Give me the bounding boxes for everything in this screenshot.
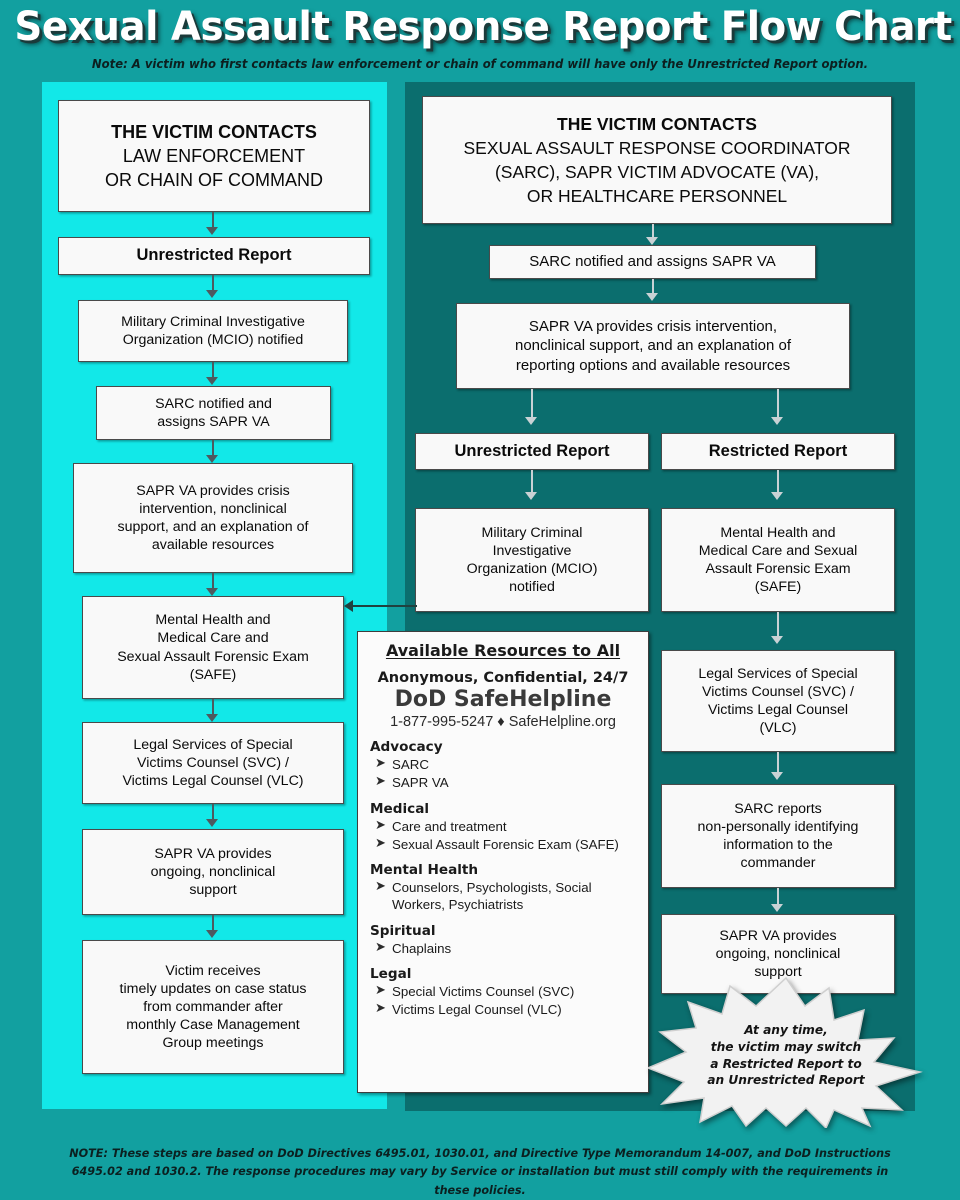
arrow-left-3 xyxy=(206,377,218,385)
resources-group-mental-health-heading: Mental Health xyxy=(370,862,479,879)
resources-item-label: SARC xyxy=(392,757,429,772)
arrow-left-4 xyxy=(206,455,218,463)
starburst-line: a Restricted Report to xyxy=(710,1056,862,1071)
arrow-bullet-icon: ➤ xyxy=(375,878,386,894)
node-left-victim-updates[interactable] xyxy=(82,940,344,1074)
node-right-victim-contacts-line-3: OR HEALTHCARE PERSONNEL xyxy=(526,186,788,207)
resources-group-medical xyxy=(370,801,636,854)
node-left-legal-services-line-2: Victims Legal Counsel (VLC) xyxy=(122,773,304,790)
node-left-victim-contacts-line-0: THE VICTIM CONTACTS xyxy=(111,121,317,142)
node-left-mental-health-safe-line-0: Mental Health and xyxy=(155,612,271,629)
node-right-sapr-va-crisis-line-2: reporting options and available resources xyxy=(515,356,791,374)
node-left-mcio-notified-line-1: Organization (MCIO) notified xyxy=(122,332,304,348)
node-left-victim-contacts-line-1: LAW ENFORCEMENT xyxy=(122,145,306,166)
node-right-legal-services-line-2: Victims Legal Counsel xyxy=(707,702,849,718)
resources-group-spiritual xyxy=(370,923,636,957)
arrow-bullet-icon: ➤ xyxy=(375,938,386,954)
connector-right-5 xyxy=(777,612,779,638)
node-right-legal-services-line-1: Victims Counsel (SVC) / xyxy=(702,683,854,700)
arrow-right-3a xyxy=(525,417,537,425)
node-right-legal-services-line-0: Legal Services of Special xyxy=(698,665,858,682)
node-right-restricted-report[interactable] xyxy=(661,433,895,470)
node-right-mental-health-safe-line-3: (SAFE) xyxy=(754,579,802,596)
node-right-mcio-notified-line-3: notified xyxy=(509,579,555,596)
node-left-sarc-notified-line-0: SARC notified and xyxy=(155,395,272,412)
node-left-sapr-va-ongoing-line-0: SAPR VA provides xyxy=(154,845,272,862)
node-right-mcio-notified[interactable] xyxy=(415,508,649,612)
arrow-right-3b xyxy=(771,417,783,425)
node-left-victim-updates-line-4: Group meetings xyxy=(162,1035,264,1052)
node-left-sapr-va-crisis-line-3: available resources xyxy=(151,537,275,554)
arrow-bullet-icon: ➤ xyxy=(375,755,386,770)
node-right-unrestricted-report-label: Unrestricted Report xyxy=(454,441,610,460)
header-note: Note: A victim who first contacts law enforcement or chain of command will have only the Unrestricted Report option. xyxy=(91,56,869,71)
arrow-right-2 xyxy=(646,293,658,301)
arrow-left-8 xyxy=(206,930,218,938)
node-right-legal-services-line-3: (VLC) xyxy=(759,720,797,737)
arrow-left-7 xyxy=(206,819,218,827)
node-left-mcio-notified-line-0: Military Criminal Investigative xyxy=(121,313,305,330)
node-left-sarc-notified[interactable] xyxy=(96,386,331,440)
resources-group-legal-heading: Legal xyxy=(370,965,412,982)
node-right-sarc-reports-line-2: information to the xyxy=(723,837,833,853)
resources-group-mental-health xyxy=(370,862,636,914)
resources-item xyxy=(370,940,636,957)
node-right-sapr-va-ongoing-line-2: support xyxy=(754,964,802,981)
node-left-legal-services-line-0: Legal Services of Special xyxy=(133,736,293,753)
arrow-left-2 xyxy=(206,290,218,298)
arrow-bullet-icon: ➤ xyxy=(375,981,386,997)
node-left-sapr-va-crisis[interactable] xyxy=(73,463,353,573)
arrow-right-7 xyxy=(771,904,783,912)
cross-connector-line xyxy=(352,605,417,607)
arrow-left-6 xyxy=(206,714,218,722)
arrow-left-5 xyxy=(206,588,218,596)
node-right-sapr-va-crisis[interactable] xyxy=(456,303,850,389)
node-left-legal-services[interactable] xyxy=(82,722,344,804)
resources-item-label: Counselors, Psychologists, Social Workers, Psychiatrists xyxy=(392,880,592,913)
arrow-left-1 xyxy=(206,227,218,235)
node-left-mental-health-safe-line-2: Sexual Assault Forensic Exam xyxy=(117,648,309,665)
node-left-mental-health-safe[interactable] xyxy=(82,596,344,699)
footer-note: NOTE: These steps are based on DoD Directives 6495.01, 1030.01, and Directive Type Memorandum 14-007, and DoD Instructions 6495.02 and 1030.2. The response procedures may vary by Service or installation but must still comply with the requirements in these policies. xyxy=(69,1146,891,1197)
node-right-victim-contacts[interactable] xyxy=(422,96,892,224)
node-right-sapr-va-ongoing-line-1: ongoing, nonclinical xyxy=(715,945,841,962)
arrow-bullet-icon: ➤ xyxy=(375,1000,386,1016)
resources-item-label: Care and treatment xyxy=(392,818,507,834)
arrow-bullet-icon: ➤ xyxy=(375,834,386,850)
node-right-mental-health-safe-line-1: Medical Care and Sexual xyxy=(698,542,858,559)
node-left-mental-health-safe-line-1: Medical Care and xyxy=(157,630,269,647)
node-right-sarc-notified[interactable] xyxy=(489,245,816,279)
node-right-unrestricted-report[interactable] xyxy=(415,433,649,470)
connector-right-4a xyxy=(531,470,533,494)
node-right-sarc-reports-line-3: commander xyxy=(740,855,816,872)
connector-right-4b xyxy=(777,470,779,494)
cross-connector-arrow xyxy=(344,600,353,612)
resources-subtitle: Anonymous, Confidential, 24/7 xyxy=(377,670,629,686)
node-right-victim-contacts-line-2: (SARC), SAPR VICTIM ADVOCATE (VA), xyxy=(494,162,820,182)
node-right-mcio-notified-line-2: Organization (MCIO) xyxy=(466,561,598,577)
resources-item xyxy=(370,1001,636,1018)
resources-item xyxy=(370,774,636,791)
resources-group-advocacy-heading: Advocacy xyxy=(370,739,443,755)
resources-group-advocacy xyxy=(370,739,636,792)
node-left-unrestricted-report-label: Unrestricted Report xyxy=(136,246,292,265)
resources-group-legal xyxy=(370,966,636,1019)
node-left-sapr-va-crisis-line-2: support, and an explanation of xyxy=(117,519,309,535)
node-left-victim-updates-line-1: timely updates on case status xyxy=(119,980,307,997)
arrow-right-5 xyxy=(771,636,783,644)
connector-right-3a xyxy=(531,389,533,419)
starburst-line: an Unrestricted Report xyxy=(707,1073,865,1088)
resources-group-medical-heading: Medical xyxy=(370,800,430,817)
node-left-sapr-va-crisis-line-1: intervention, nonclinical xyxy=(139,500,287,517)
node-left-mcio-notified[interactable] xyxy=(78,300,348,362)
node-left-sapr-va-crisis-line-0: SAPR VA provides crisis xyxy=(136,482,290,499)
node-left-mental-health-safe-line-3: (SAFE) xyxy=(189,666,237,683)
resources-item xyxy=(370,983,636,1000)
available-resources-panel[interactable] xyxy=(357,631,649,1093)
node-right-mental-health-safe-line-2: Assault Forensic Exam xyxy=(705,561,851,577)
node-left-victim-updates-line-0: Victim receives xyxy=(165,962,261,979)
resources-item xyxy=(370,836,636,853)
node-right-sapr-va-ongoing-line-0: SAPR VA provides xyxy=(719,927,837,944)
resources-contact: 1-877-995-5247 ♦ SafeHelpline.org xyxy=(390,714,616,730)
node-left-sapr-va-ongoing-line-2: support xyxy=(189,882,237,899)
resources-item-label: Chaplains xyxy=(392,940,452,956)
arrow-right-4a xyxy=(525,492,537,500)
node-right-sarc-reports-line-1: non-personally identifying xyxy=(697,818,859,835)
node-right-victim-contacts-line-1: SEXUAL ASSAULT RESPONSE COORDINATOR xyxy=(463,137,851,158)
page-title: Sexual Assault Response Report Flow Chart xyxy=(14,4,952,50)
resources-item xyxy=(370,818,636,835)
node-left-victim-contacts-line-2: OR CHAIN OF COMMAND xyxy=(105,170,323,191)
node-left-unrestricted-report[interactable] xyxy=(58,237,370,275)
resources-item-label: Sexual Assault Forensic Exam (SAFE) xyxy=(392,836,619,852)
node-left-sapr-va-ongoing-line-1: ongoing, nonclinical xyxy=(150,863,276,880)
arrow-right-4b xyxy=(771,492,783,500)
resources-item-label: Victims Legal Counsel (VLC) xyxy=(392,1002,562,1018)
connector-right-3b xyxy=(777,389,779,419)
node-right-mental-health-safe-line-0: Mental Health and xyxy=(720,524,836,541)
node-left-victim-updates-line-3: monthly Case Management xyxy=(126,1017,300,1034)
node-left-victim-updates-line-2: from commander after xyxy=(143,998,283,1015)
resources-item xyxy=(370,879,636,914)
starburst-message xyxy=(648,1022,924,1089)
node-left-sarc-notified-line-1: assigns SAPR VA xyxy=(157,414,270,430)
starburst-line: At any time, xyxy=(744,1023,828,1037)
node-right-mcio-notified-line-0: Military Criminal xyxy=(481,524,583,541)
node-right-restricted-report-label: Restricted Report xyxy=(708,441,848,460)
arrow-right-6 xyxy=(771,772,783,780)
connector-right-6 xyxy=(777,752,779,774)
resources-item-label: Special Victims Counsel (SVC) xyxy=(392,983,575,999)
arrow-bullet-icon: ➤ xyxy=(375,773,386,789)
node-right-sarc-reports-line-0: SARC reports xyxy=(734,800,822,817)
node-left-legal-services-line-1: Victims Counsel (SVC) / xyxy=(137,754,289,771)
node-left-sapr-va-ongoing[interactable] xyxy=(82,829,344,915)
arrow-bullet-icon: ➤ xyxy=(375,816,386,832)
node-right-sapr-va-crisis-line-1: nonclinical support, and an explanation of xyxy=(514,337,792,355)
node-right-legal-services[interactable] xyxy=(661,650,895,752)
resources-group-spiritual-heading: Spiritual xyxy=(370,922,436,939)
resources-brand: DoD SafeHelpline xyxy=(394,687,612,712)
node-right-mental-health-safe[interactable] xyxy=(661,508,895,612)
arrow-right-1 xyxy=(646,237,658,245)
node-right-sarc-reports[interactable] xyxy=(661,784,895,888)
node-right-victim-contacts-line-0: THE VICTIM CONTACTS xyxy=(557,113,757,134)
node-right-mcio-notified-line-1: Investigative xyxy=(492,542,572,559)
resources-item xyxy=(370,756,636,773)
node-left-victim-contacts[interactable] xyxy=(58,100,370,212)
node-right-sapr-va-crisis-line-0: SAPR VA provides crisis intervention, xyxy=(528,318,778,336)
starburst-line: the victim may switch xyxy=(710,1039,862,1054)
resources-item-label: SAPR VA xyxy=(392,775,449,791)
resources-title: Available Resources to All xyxy=(385,641,621,660)
node-right-sarc-notified-label: SARC notified and assigns SAPR VA xyxy=(529,253,776,271)
